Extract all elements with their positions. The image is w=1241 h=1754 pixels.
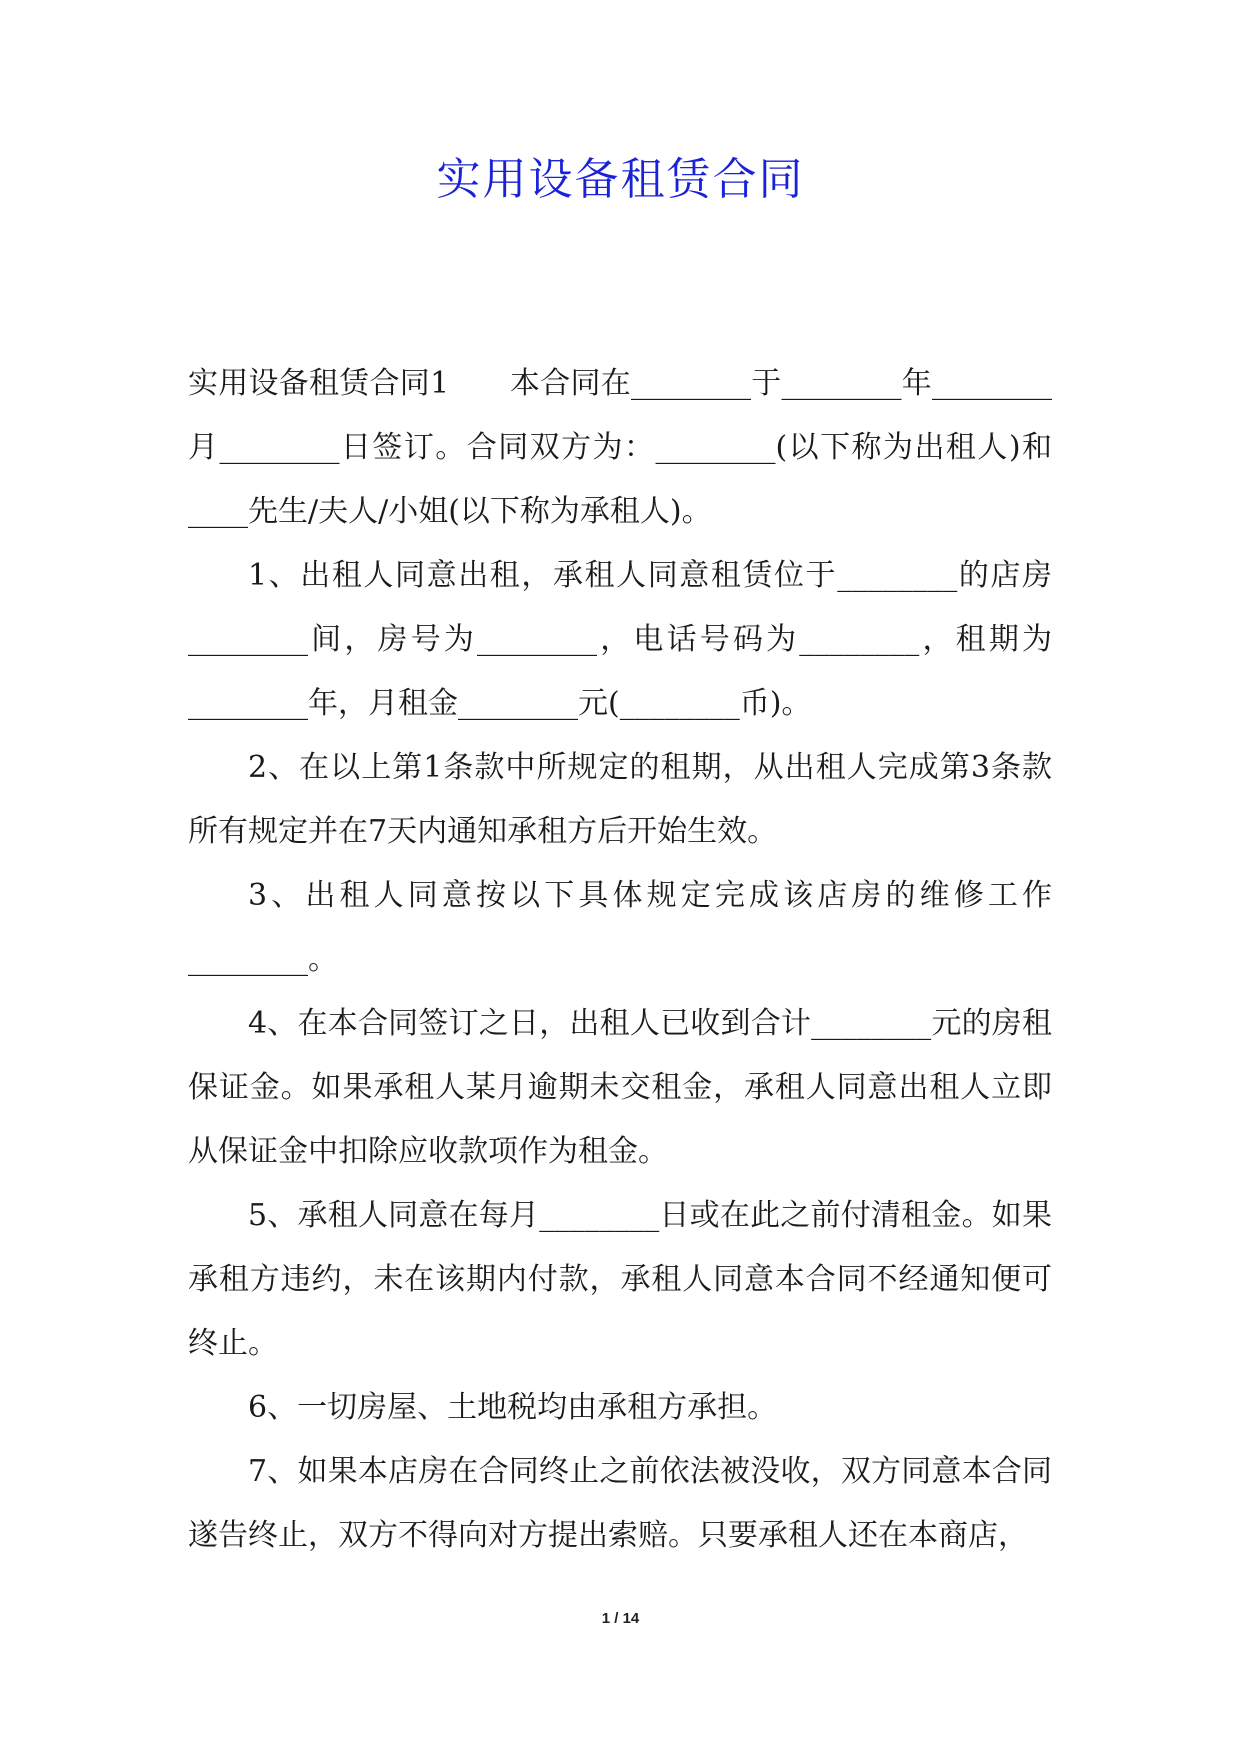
paragraph-clause-4: 4、在本合同签订之日，出租人已收到合计________元的房租保证金。如果承租人某月逾期未交租金，承租人同意出租人立即从保证金中扣除应收款项作为租金。 xyxy=(188,1006,1052,1169)
paragraph-clause-6: 6、一切房屋、土地税均由承租方承担。 xyxy=(248,1390,778,1425)
paragraph-clause-2: 2、在以上第1条款中所规定的租期，从出租人完成第3条款所有规定并在7天内通知承租方后开始生效。 xyxy=(188,750,1052,849)
document-title: 实用设备租赁合同 xyxy=(436,154,805,205)
paragraph-clause-7: 7、如果本店房在合同终止之前依法被没收，双方同意本合同遂告终止，双方不得向对方提出索赔。只要承租人还在本商店， xyxy=(188,1454,1052,1553)
paragraph-clause-3: 3、出租人同意按以下具体规定完成该店房的维修工作________。 xyxy=(188,878,1052,977)
document-body xyxy=(188,352,1052,1568)
page-number: 1 / 14 xyxy=(601,1610,640,1627)
paragraph-clause-1: 1、出租人同意出租，承租人同意租赁位于________的店房________间，房号为________，电话号码为________，租期为________年，月租金________元(________币)。 xyxy=(188,558,1052,721)
paragraph-clause-5: 5、承租人同意在每月________日或在此之前付清租金。如果承租方违约，未在该期内付款，承租人同意本合同不经通知便可终止。 xyxy=(188,1198,1052,1361)
paragraph-intro: 实用设备租赁合同1 本合同在________于________年________月________日签订。合同双方为：________(以下称为出租人)和____先生/夫人/小姐(以下称为承租人)。 xyxy=(188,366,1052,529)
